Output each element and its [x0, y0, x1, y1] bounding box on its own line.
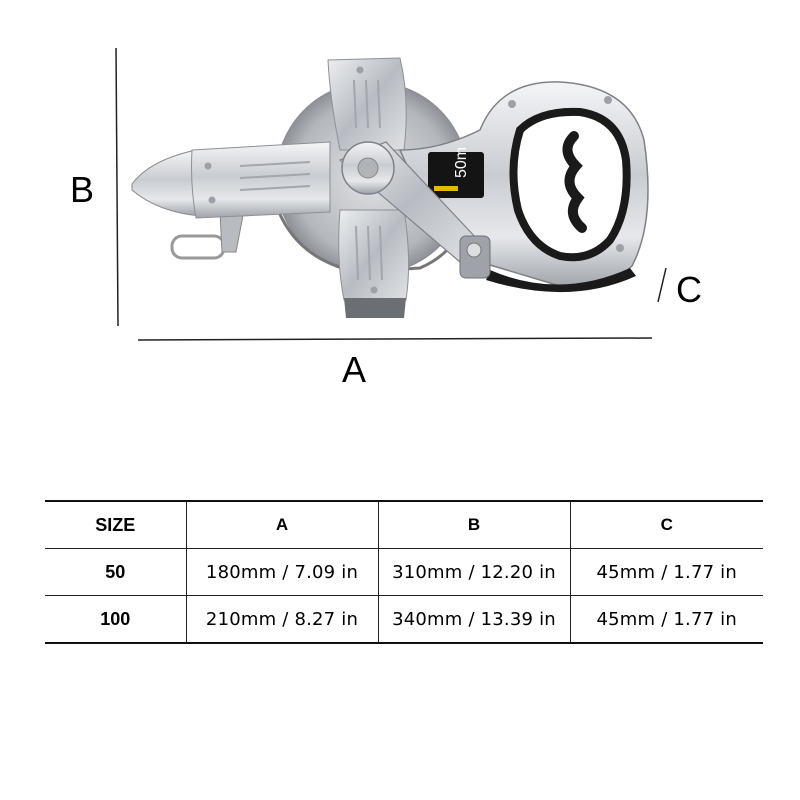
size-badge	[428, 147, 484, 198]
dimension-label-b: B	[70, 169, 95, 210]
dimension-line-a	[138, 338, 652, 340]
table-row	[45, 596, 763, 644]
table-header-row	[45, 501, 763, 549]
row-a-cell: 180mm / 7.09 in	[186, 549, 378, 596]
row-size-cell: 100	[45, 596, 186, 644]
row-c-cell: 45mm / 1.77 in	[570, 549, 763, 596]
header-size: SIZE	[45, 501, 186, 549]
row-a-cell: 210mm / 8.27 in	[186, 596, 378, 644]
header-c: C	[570, 501, 763, 549]
size-table	[45, 500, 763, 644]
dimension-label-c: C	[676, 269, 702, 310]
table-row	[45, 549, 763, 596]
row-size-cell: 50	[45, 549, 186, 596]
size-badge-text: 50m	[453, 146, 470, 178]
row-c-cell: 45mm / 1.77 in	[570, 596, 763, 644]
header-b: B	[378, 501, 570, 549]
row-b-cell: 340mm / 13.39 in	[378, 596, 570, 644]
dimension-line-c	[658, 268, 666, 302]
dimension-label-a: A	[342, 349, 367, 390]
row-b-cell: 310mm / 12.20 in	[378, 549, 570, 596]
header-a: A	[186, 501, 378, 549]
dimension-line-b	[116, 48, 118, 326]
